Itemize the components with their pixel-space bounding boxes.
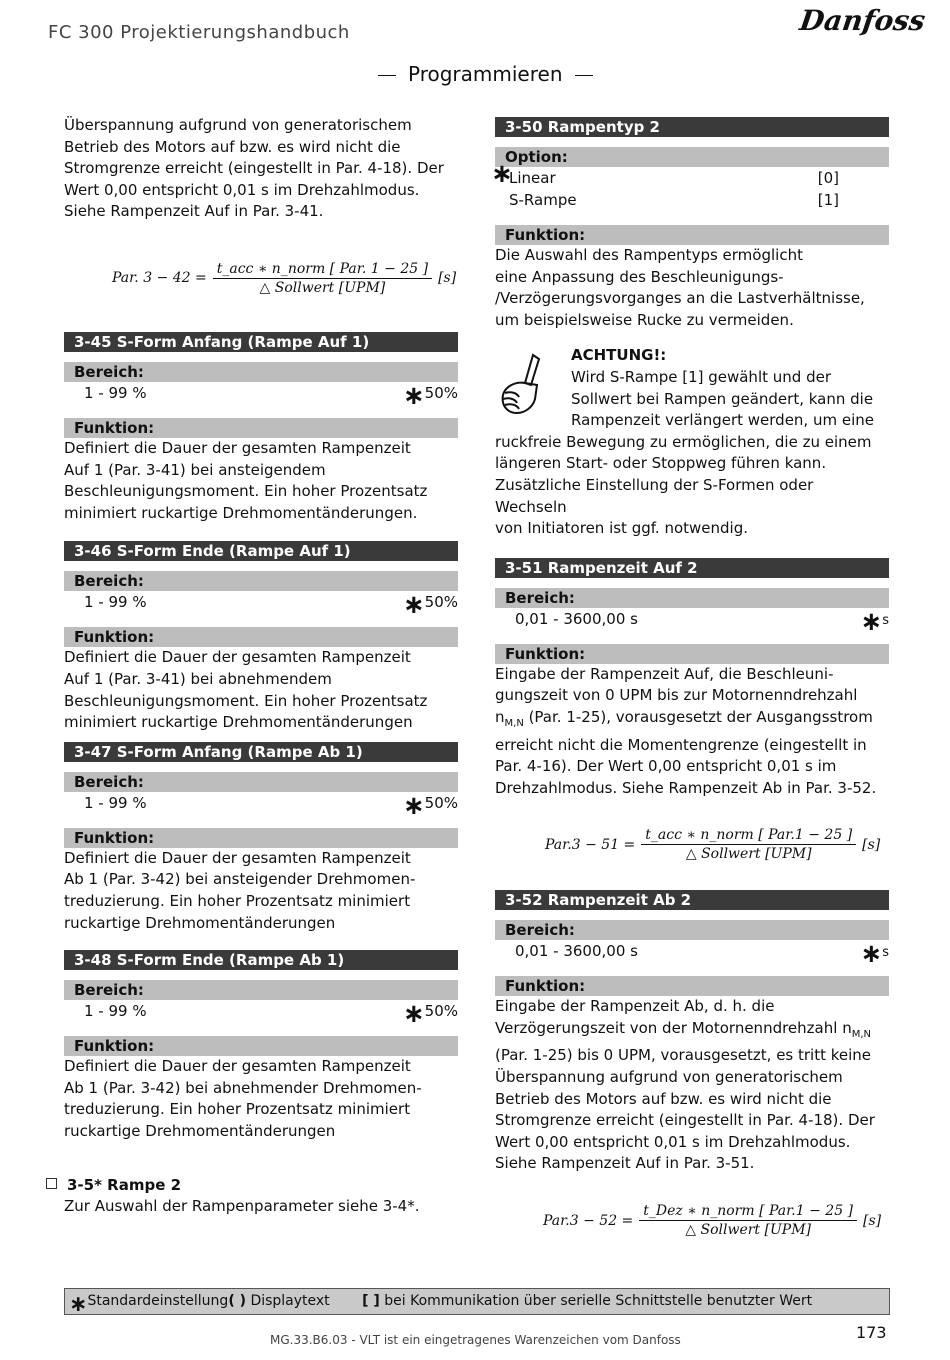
function-label: Funktion: bbox=[64, 828, 458, 848]
option-label-text: Linear bbox=[509, 169, 556, 187]
group-title: 3-5* Rampe 2 bbox=[67, 1176, 182, 1194]
function-label: Funktion: bbox=[64, 627, 458, 647]
note-title: ACHTUNG!: bbox=[571, 346, 667, 365]
default-star-icon: ∗ bbox=[402, 380, 425, 411]
formula-3-51 bbox=[545, 827, 889, 862]
option-s-rampe bbox=[495, 189, 889, 211]
range-row bbox=[64, 999, 458, 1030]
n-symbol: n bbox=[495, 707, 505, 726]
formula-unit: [s] bbox=[438, 270, 457, 287]
function-label: Funktion: bbox=[64, 418, 458, 438]
param-title: 3-45 S-Form Anfang (Rampe Auf 1) bbox=[64, 332, 458, 352]
warning-note bbox=[495, 345, 889, 539]
param-3-47 bbox=[64, 742, 458, 934]
footer-text: MG.33.B6.03 - VLT ist ein eingetragenes Warenzeichen vom Danfoss bbox=[270, 1333, 681, 1347]
default-text: 50% bbox=[424, 793, 458, 812]
page-number: 173 bbox=[856, 1323, 887, 1342]
formula-numerator: t_Dez ∗ n_norm [ Par.1 − 25 ] bbox=[639, 1203, 857, 1221]
function-label: Funktion: bbox=[495, 225, 889, 245]
formula-numerator: t_acc ∗ n_norm [ Par.1 − 25 ] bbox=[641, 827, 856, 845]
param-3-52 bbox=[495, 890, 889, 1238]
param-3-48 bbox=[64, 950, 458, 1142]
param-title: 3-48 S-Form Ende (Rampe Ab 1) bbox=[64, 950, 458, 970]
default-text: 50% bbox=[424, 593, 458, 612]
default-value bbox=[402, 380, 458, 411]
range-row bbox=[495, 939, 889, 970]
n-subscript: M,N bbox=[504, 717, 524, 729]
formula-lhs: Par.3 − 51 = bbox=[545, 836, 636, 853]
function-text-3: erreicht nicht die Momentengrenze (eingestellt in Par. 4-16). Der Wert 0,00 entspricht 0,01 s im Drehzahlmodus. Siehe Rampenzeit Ab in Par. 3-52. bbox=[495, 735, 877, 797]
note-text: ruckfreie Bewegung zu ermöglichen, die zu einem längeren Start- oder Stoppweg führen kann. Zusätzliche Einstellung der S-Formen oder Wechseln von Initiatoren ist ggf. notwendig. bbox=[495, 432, 872, 538]
param-title: 3-50 Rampentyp 2 bbox=[495, 117, 889, 137]
range-row bbox=[64, 380, 458, 411]
function-text-1: Eingabe der Rampenzeit Ab, d. h. die bbox=[495, 997, 775, 1016]
formula-numerator: t_acc ∗ n_norm [ Par. 1 − 25 ] bbox=[213, 261, 432, 279]
legend-bracket: [ ] bbox=[362, 1293, 380, 1309]
function-label: Funktion: bbox=[64, 1036, 458, 1056]
formula-3-42 bbox=[112, 261, 458, 296]
param-3-45 bbox=[64, 332, 458, 524]
legend-paren-text: Displaytext bbox=[250, 1293, 330, 1309]
function-text: Definiert die Dauer der gesamten Rampenzeit Ab 1 (Par. 3-42) bei ansteigender Drehmomen- treduzierung. Ein hoher Prozentsatz minimiert ruckartige Drehmomentänderungen bbox=[64, 848, 416, 932]
range-row bbox=[64, 790, 458, 821]
param-title: 3-52 Rampenzeit Ab 2 bbox=[495, 890, 889, 910]
function-text-2-rest: (Par. 1-25), vorausgesetzt der Ausgangsstrom bbox=[523, 707, 873, 726]
legend-bracket-text: bei Kommunikation über serielle Schnittstelle benutzter Wert bbox=[384, 1293, 813, 1309]
range-label: Bereich: bbox=[495, 920, 889, 940]
default-star-icon: ∗ bbox=[402, 790, 425, 821]
default-value bbox=[402, 790, 458, 821]
default-text: 50% bbox=[424, 1002, 458, 1021]
formula-denominator: △ Sollwert [UPM] bbox=[685, 846, 812, 863]
range-value: 0,01 - 3600,00 s bbox=[515, 609, 638, 628]
group-3-5 bbox=[46, 1175, 466, 1217]
range-row bbox=[64, 590, 458, 621]
function-label: Funktion: bbox=[495, 976, 889, 996]
document-title: FC 300 Projektierungshandbuch bbox=[48, 22, 350, 43]
formula-unit: [s] bbox=[862, 836, 881, 853]
formula-fraction bbox=[641, 827, 856, 862]
function-text: Definiert die Dauer der gesamten Rampenzeit Auf 1 (Par. 3-41) bei abnehmendem Beschleunigungsmoment. Ein hoher Prozentsatz minimiert ruckartige Drehmomentänderungen bbox=[64, 648, 428, 732]
default-star-icon: ∗ bbox=[402, 999, 425, 1030]
range-value: 0,01 - 3600,00 s bbox=[515, 942, 638, 961]
legend-paren: ( ) bbox=[228, 1293, 246, 1309]
range-value: 1 - 99 % bbox=[84, 793, 147, 812]
default-value bbox=[402, 590, 458, 621]
formula-unit: [s] bbox=[863, 1212, 882, 1229]
range-value: 1 - 99 % bbox=[84, 593, 147, 612]
left-column bbox=[64, 115, 458, 1142]
legend-star-text: Standardeinstellung bbox=[87, 1293, 229, 1309]
param-title: 3-51 Rampenzeit Auf 2 bbox=[495, 558, 889, 578]
section-title bbox=[366, 62, 605, 86]
formula-fraction bbox=[213, 261, 432, 296]
formula-lhs: Par. 3 − 42 = bbox=[112, 270, 207, 287]
default-text: 50% bbox=[424, 383, 458, 402]
param-3-51 bbox=[495, 558, 889, 863]
option-label: Option: bbox=[495, 147, 889, 167]
range-label: Bereich: bbox=[495, 588, 889, 608]
right-column bbox=[491, 117, 889, 1239]
function-text-2 bbox=[495, 707, 889, 735]
formula-denominator: △ Sollwert [UPM] bbox=[259, 279, 386, 296]
formula-3-52 bbox=[543, 1203, 889, 1238]
n-symbol: n bbox=[842, 1018, 852, 1037]
default-star-icon: ∗ bbox=[402, 590, 425, 621]
function-label: Funktion: bbox=[495, 644, 889, 664]
default-text: s bbox=[882, 612, 889, 628]
function-text: Definiert die Dauer der gesamten Rampenzeit Auf 1 (Par. 3-41) bei ansteigendem Beschleunigungsmoment. Ein hoher Prozentsatz minimiert ruckartige Drehmomentänderungen. bbox=[64, 438, 428, 522]
function-text-3: (Par. 1-25) bis 0 UPM, vorausgesetzt, es tritt keine Überspannung aufgrund von generatorischem Betrieb des Motors auf bzw. es wird nicht die Stromgrenze erreicht (eingestellt in Par. 4-18). Der Wert 0,00 entspricht 0,01 s im Drehzahlmodus. Siehe Rampenzeit Auf in Par. 3-51. bbox=[495, 1046, 875, 1173]
n-subscript: M,N bbox=[851, 1028, 871, 1040]
option-linear bbox=[491, 159, 889, 189]
range-row bbox=[495, 606, 889, 637]
group-text: Zur Auswahl der Rampenparameter siehe 3-4*. bbox=[64, 1197, 420, 1215]
option-value: [0] bbox=[817, 169, 839, 187]
default-value bbox=[402, 999, 458, 1030]
default-value bbox=[860, 939, 889, 970]
option-label-text: S-Rampe bbox=[509, 191, 577, 209]
function-text: Definiert die Dauer der gesamten Rampenzeit Ab 1 (Par. 3-42) bei abnehmender Drehmomen- treduzierung. Ein hoher Prozentsatz minimiert ruckartige Drehmomentänderungen bbox=[64, 1057, 422, 1140]
legend-star-icon: ∗ bbox=[69, 1292, 88, 1317]
section-title-text: Programmieren bbox=[408, 62, 563, 86]
function-text: Die Auswahl des Rampentyps ermöglicht eine Anpassung des Beschleunigungs- /Verzögerungsvorganges an die Lastverhältnisse, um beispielsweise Rucke zu vermeiden. bbox=[495, 246, 865, 329]
default-text: s bbox=[882, 945, 889, 961]
option-value: [1] bbox=[817, 191, 839, 209]
hand-pointing-icon bbox=[495, 351, 549, 421]
range-label: Bereich: bbox=[64, 571, 458, 591]
default-value bbox=[860, 606, 889, 637]
intro-text: Überspannung aufgrund von generatorischem Betrieb des Motors auf bzw. es wird nicht die Stromgrenze erreicht (eingestellt in Par. 4-18). Der Wert 0,00 entspricht 0,01 s im Drehzahlmodus. Siehe Rampenzeit Auf in Par. 3-41. bbox=[64, 116, 444, 221]
formula-fraction bbox=[639, 1203, 857, 1238]
formula-lhs: Par.3 − 52 = bbox=[543, 1212, 634, 1229]
footer-legend bbox=[64, 1288, 890, 1315]
group-checkbox-icon bbox=[46, 1178, 57, 1189]
param-title: 3-47 S-Form Anfang (Rampe Ab 1) bbox=[64, 742, 458, 762]
danfoss-logo: Danfoss bbox=[797, 4, 928, 37]
range-value: 1 - 99 % bbox=[84, 383, 147, 402]
function-text-2-start: Verzögerungszeit von der Motornenndrehzahl bbox=[495, 1018, 843, 1037]
param-3-46 bbox=[64, 541, 458, 733]
range-value: 1 - 99 % bbox=[84, 1002, 147, 1021]
param-3-50 bbox=[491, 117, 889, 331]
param-title: 3-46 S-Form Ende (Rampe Auf 1) bbox=[64, 541, 458, 561]
function-text-2 bbox=[495, 1018, 889, 1046]
range-label: Bereich: bbox=[64, 980, 458, 1000]
default-star-icon: ∗ bbox=[491, 159, 513, 189]
default-star-icon: ∗ bbox=[860, 939, 883, 970]
range-label: Bereich: bbox=[64, 362, 458, 382]
default-star-icon: ∗ bbox=[860, 606, 883, 637]
range-label: Bereich: bbox=[64, 772, 458, 792]
function-text-1: Eingabe der Rampenzeit Auf, die Beschleuni- gungszeit von 0 UPM bis zur Motornenndrehzahl bbox=[495, 664, 858, 705]
group-title-row bbox=[46, 1175, 466, 1196]
formula-denominator: △ Sollwert [UPM] bbox=[685, 1222, 811, 1239]
note-text-indented: Wird S-Rampe [1] gewählt und der Sollwert bei Rampen geändert, kann die Rampenzeit verlängert werden, um eine bbox=[571, 367, 874, 430]
